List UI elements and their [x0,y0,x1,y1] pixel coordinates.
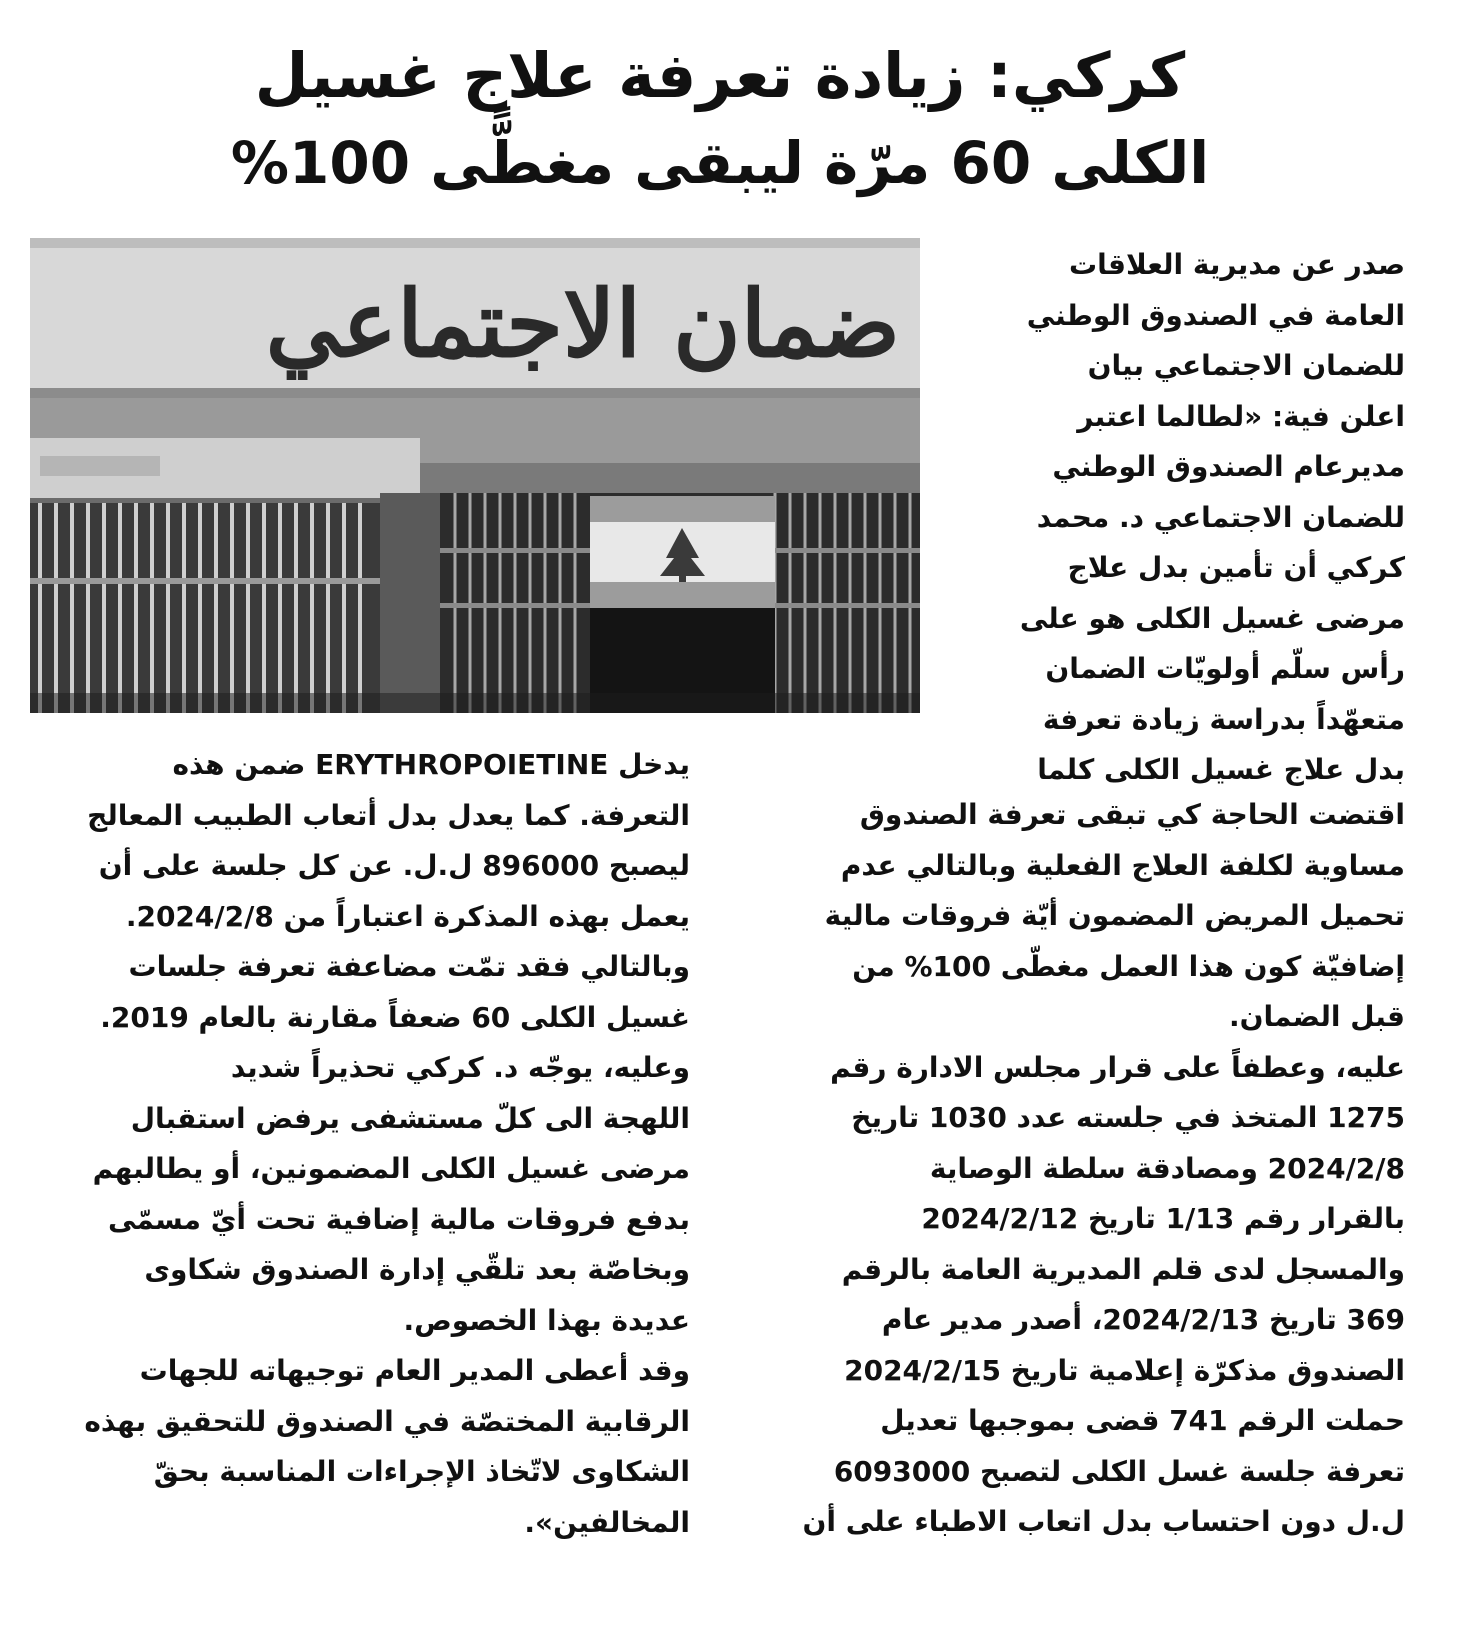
text-line: الصندوق مذكرّة إعلامية تاريخ 2024/2/15 [844,1353,1405,1387]
text-line: تعرفة جلسة غسل الكلى لتصبح 6093000 [833,1454,1405,1488]
article-column-left [30,740,690,1548]
article-photo [30,238,920,713]
text-line: اقتضت الحاجة كي تبقى تعرفة الصندوق [859,798,1405,831]
text-line: مديرعام الصندوق الوطني [1052,450,1405,483]
text-line: ل.ل دون احتساب بدل اتعاب الاطباء على أن [802,1505,1405,1538]
text-line: غسيل الكلى 60 ضعفاً مقارنة بالعام 2019. [100,1000,690,1034]
article-column-right-top [965,240,1405,796]
text-line: الشكاوى لاتّخاذ الإجراءات المناسبة بحقّ [153,1455,690,1488]
text-line: للضمان الاجتماعي بيان [1087,349,1405,382]
text-line: إضافيّة كون هذا العمل مغطّى 100% من [852,949,1405,983]
text-line: متعهّداً بدراسة زيادة تعرفة [1042,702,1405,736]
text-line: قبل الضمان. [1228,1000,1405,1033]
text-line: 369 تاريخ 2024/2/13، أصدر مدير عام [881,1303,1405,1336]
text-line: بدفع فروقات مالية إضافية تحت أيّ مسمّى [108,1202,690,1236]
text-line: يدخل ERYTHROPOIETINE ضمن هذه [172,748,690,781]
headline-line-2: الكلى 60 مرّة ليبقى مغطًّى 100% [230,129,1210,197]
text-line: عليه، وعطفاً على قرار مجلس الادارة رقم [830,1050,1405,1084]
sign-lettering: ضمان الاجتماعي [265,270,900,378]
text-line: التعرفة. كما يعدل بدل أتعاب الطبيب المعالج [87,798,690,832]
text-line: اللهجة الى كلّ مستشفى يرفض استقبال [130,1101,690,1135]
text-line: يعمل بهذه المذكرة اعتباراً من 2024/2/8. [125,899,690,933]
text-line: صدر عن مديرية العلاقات [1068,248,1405,281]
headline-line-1: كركي: زيادة تعرفة علاج غسيل [254,39,1186,112]
text-line: مساوية لكلفة العلاج الفعلية وبالتالي عدم [840,848,1405,882]
text-line: تحميل المريض المضمون أيّة فروقات مالية [824,899,1405,932]
text-line: مرضى غسيل الكلى هو على [1019,601,1405,635]
text-line: وبخاصّة بعد تلقّي إدارة الصندوق شكاوى [144,1253,690,1286]
text-line: عديدة بهذا الخصوص. [403,1303,690,1337]
text-line: بدل علاج غسيل الكلى كلما [1037,753,1405,786]
building-facade-photo [30,238,920,713]
text-line: مرضى غسيل الكلى المضمونين، أو يطالبهم [92,1152,690,1185]
text-line: وعليه، يوجّه د. كركي تحذيراً شديد [230,1051,690,1084]
text-line: وبالتالي فقد تمّت مضاعفة تعرفة جلسات [128,950,690,983]
text-line: ليصبح 896000 ل.ل. عن كل جلسة على أن [98,849,690,882]
text-line: بالقرار رقم 1/13 تاريخ 2024/2/12 [921,1202,1405,1235]
text-line: 1275 المتخذ في جلسته عدد 1030 تاريخ [851,1101,1405,1134]
article-column-right-bottom [740,790,1405,1548]
text-line: المخالفين». [524,1505,690,1539]
headline [120,32,1320,206]
text-line: للضمان الاجتماعي د. محمد [1036,500,1405,534]
text-line: رأس سلّم أولويّات الضمان [1045,652,1405,685]
text-line: العامة في الصندوق الوطني [1026,298,1405,332]
text-line: والمسجل لدى قلم المديرية العامة بالرقم [841,1252,1405,1286]
text-line: اعلن فية: «لطالما اعتبر [1077,399,1405,433]
text-line: كركي أن تأمين بدل علاج [1067,551,1405,584]
flag-icon [590,496,775,608]
text-line: الرقابية المختصّة في الصندوق للتحقيق بهذه [84,1404,690,1438]
text-line: 2024/2/8 ومصادقة سلطة الوصاية [929,1151,1405,1185]
text-line: وقد أعطى المدير العام توجيهاته للجهات [139,1354,690,1387]
text-line: حملت الرقم 741 قضى بموجبها تعديل [880,1404,1405,1437]
